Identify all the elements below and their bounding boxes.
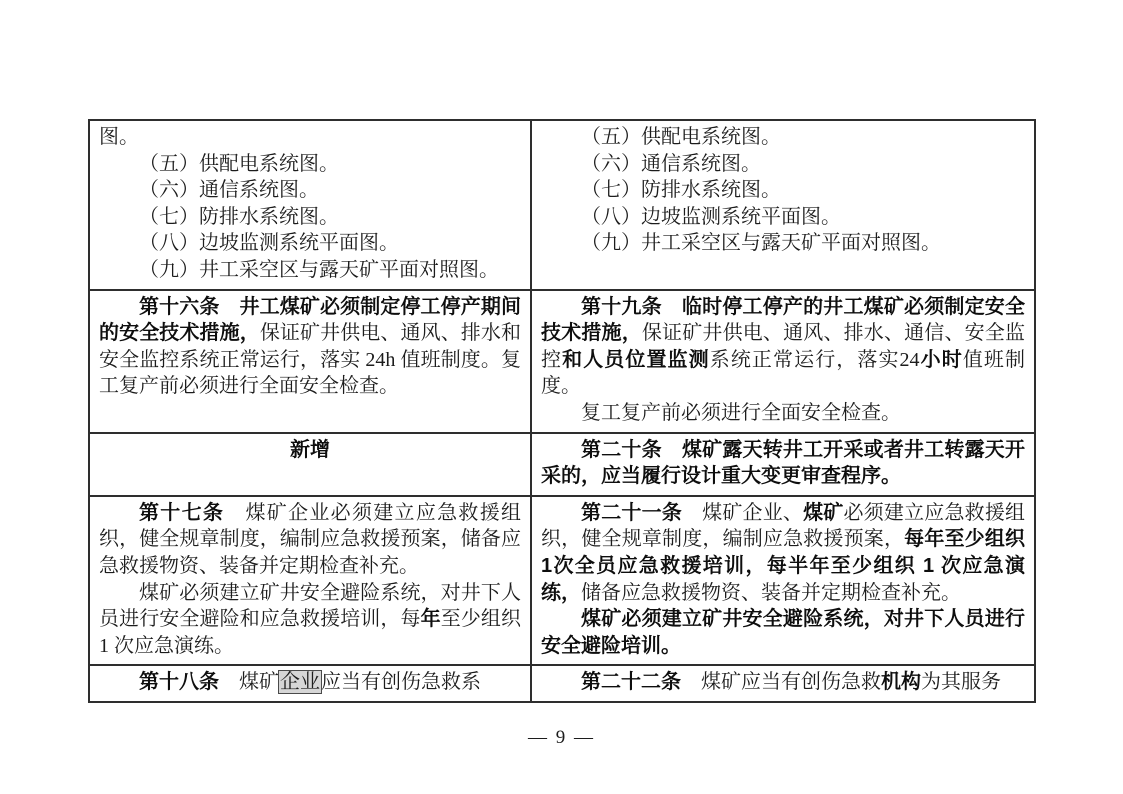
- text-run: （八）边坡监测系统平面图。: [581, 205, 841, 228]
- paragraph: [99, 669, 521, 696]
- table-row: [89, 433, 1035, 496]
- text-run: （六）通信系统图。: [139, 179, 319, 202]
- paragraph: [541, 294, 1025, 400]
- bold-text-run: 第二十一条: [581, 501, 682, 524]
- paragraph: [99, 230, 521, 257]
- bold-text-run: 年: [420, 608, 441, 631]
- table-cell-right: [531, 433, 1035, 496]
- table-cell-left: [89, 290, 531, 433]
- paragraph: [541, 437, 1025, 490]
- bold-text-run: 煤矿: [803, 501, 844, 524]
- text-run: 图。: [99, 126, 139, 148]
- paragraph: [99, 151, 521, 178]
- paragraph: [99, 437, 521, 464]
- page-number: — 9 —: [528, 727, 595, 748]
- text-run: 煤矿必须建立矿井安全避险系统，对井下人员进行安全避险和应急救援培训，每: [99, 581, 521, 631]
- paragraph: [99, 580, 521, 660]
- text-run: 煤矿企业、: [681, 501, 804, 524]
- bold-text-run: 第二十二条: [581, 671, 681, 694]
- table-cell-right: [531, 665, 1035, 702]
- paragraph: [541, 669, 1025, 696]
- table-cell-right: [531, 290, 1035, 433]
- bold-text-run: 机构: [881, 671, 921, 694]
- text-run: 系统正常运行，落实24: [709, 348, 920, 371]
- text-run: （九）井工采空区与露天矿平面对照图。: [581, 232, 941, 255]
- table-cell-left: [89, 120, 531, 290]
- paragraph: [541, 400, 1025, 427]
- paragraph: [99, 294, 521, 400]
- page-footer: [0, 727, 1123, 749]
- bold-text-run: 小时: [919, 348, 963, 371]
- text-run: 至少组织 1 次应急演练。: [99, 608, 522, 657]
- table-cell-right: [531, 120, 1035, 290]
- table-row: [89, 120, 1035, 290]
- bold-text-run: 新增: [290, 438, 330, 461]
- paragraph: [541, 204, 1025, 231]
- bold-text-run: 第十七条: [139, 501, 225, 524]
- text-run: （七）防排水系统图。: [581, 179, 781, 202]
- bold-text-run: 每年至少组织1次全员应急救援培训，每半年至少组织 1 次应急演练，: [541, 528, 1026, 604]
- bold-text-run: 第十六条 井工煤矿必须制定停工停产期间的安全技术措施，: [99, 295, 521, 345]
- paragraph: [541, 230, 1025, 257]
- text-run: 应当有创伤急救系: [321, 671, 481, 694]
- bold-text-run: 煤矿必须建立矿井安全避险系统，对井下人员进行安全避险培训。: [541, 608, 1025, 657]
- table-cell-right: [531, 496, 1035, 666]
- text-run: 煤矿: [219, 671, 279, 694]
- paragraph: [541, 606, 1025, 659]
- paragraph: [541, 177, 1025, 204]
- text-run: 煤矿应当有创伤急救: [681, 671, 881, 694]
- paragraph: [99, 204, 521, 231]
- paragraph: [541, 124, 1025, 151]
- text-run: （六）通信系统图。: [581, 152, 761, 175]
- text-run: （七）防排水系统图。: [139, 205, 339, 228]
- paragraph: [541, 500, 1025, 606]
- paragraph: [99, 257, 521, 284]
- text-run: （八）边坡监测系统平面图。: [139, 232, 399, 255]
- text-run: 为其服务: [921, 671, 1001, 694]
- table-cell-left: [89, 665, 531, 702]
- text-run: 储备应急救援物资、装备并定期检查补充。: [581, 581, 961, 604]
- text-run: 必须建立应急救援组织，健全规章制度，编制应急救援预案，: [541, 501, 1026, 551]
- table-cell-left: [89, 496, 531, 666]
- bold-text-run: 和人员位置监测: [562, 348, 710, 371]
- comparison-table: [88, 119, 1036, 703]
- text-run: 保证矿井供电、通风、排水和安全监控系统正常运行，落实 24h 值班制度。复工复产前必须进行全面安全检查。: [99, 322, 522, 398]
- table-row: [89, 496, 1035, 666]
- paragraph: [541, 151, 1025, 178]
- text-run: 复工复产前必须进行全面安全检查。: [581, 401, 901, 424]
- paragraph: [99, 124, 521, 151]
- highlighted-term: 企业: [280, 671, 320, 694]
- paragraph: [99, 500, 521, 580]
- table-row: [89, 665, 1035, 702]
- text-run: （九）井工采空区与露天矿平面对照图。: [139, 258, 499, 281]
- text-run: 值班制度。: [541, 348, 1026, 398]
- text-run: （五）供配电系统图。: [139, 152, 339, 175]
- bold-text-run: 第十八条: [139, 671, 219, 694]
- table-cell-left: [89, 433, 531, 496]
- bold-text-run: 第十九条 临时停工停产的井工煤矿必须制定安全技术措施，: [541, 295, 1025, 345]
- text-run: （五）供配电系统图。: [581, 126, 781, 148]
- text-run: 保证矿井供电、通风、排水、通信、安全监控: [541, 322, 1026, 371]
- paragraph: [99, 177, 521, 204]
- bold-text-run: 第二十条 煤矿露天转井工开采或者井工转露天开采的，应当履行设计重大变更审查程序。: [541, 438, 1025, 488]
- table-row: [89, 290, 1035, 433]
- table-body: [89, 120, 1035, 702]
- text-run: 煤矿企业必须建立应急救援组织，健全规章制度，编制应急救援预案，储备应急救援物资、装备并定期检查补充。: [99, 501, 522, 577]
